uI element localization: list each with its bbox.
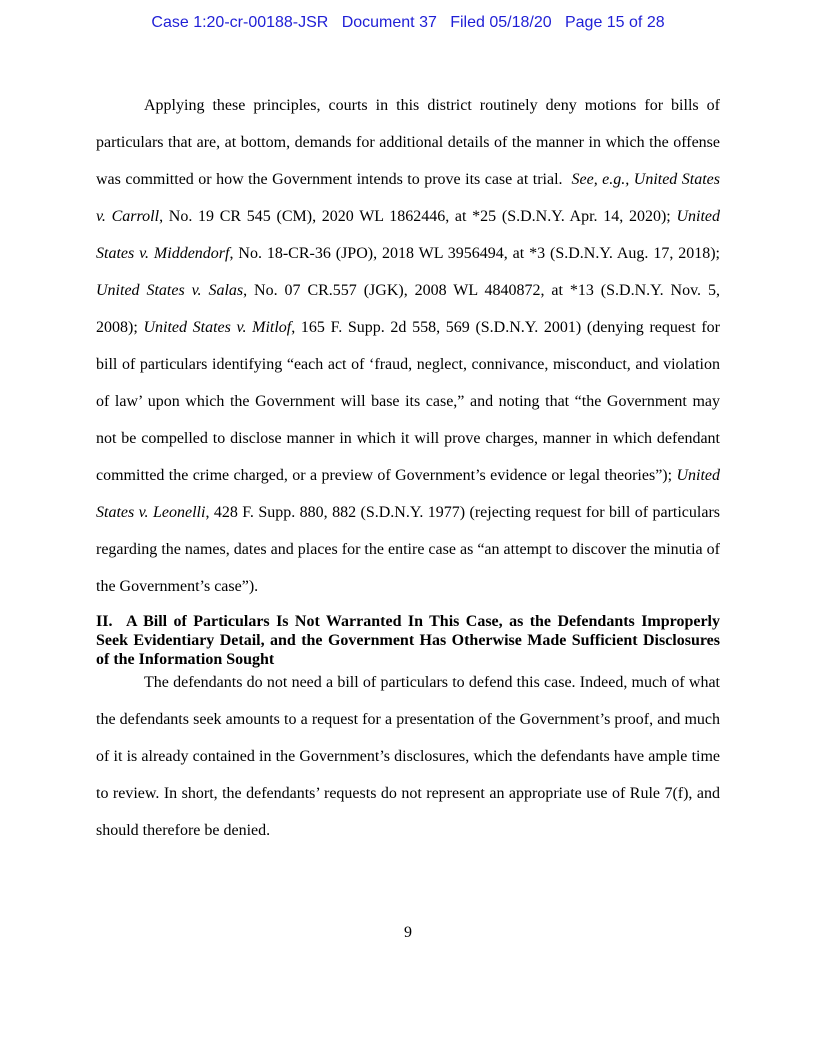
ecf-header [0, 14, 816, 32]
text-run: , 165 F. Supp. 2d 558, 569 (S.D.N.Y. 2001) (denying request for bill of particulars identifying “each act of ‘fraud, neglect, connivance, misconduct, and violation of law’ upon which the Government will base its case,” and noting that “the Government may not be compelled to disclose manner in which it will prove charges, manner in which defendant committed the crime charged, or a preview of Government’s evidence or legal theories”); [96, 319, 721, 484]
text-run: , No. 18-CR-36 (JPO), 2018 WL 3956494, at *3 (S.D.N.Y. Aug. 17, 2018); [229, 245, 720, 262]
text-run: , No. 19 CR 545 (CM), 2020 WL 1862446, at *25 (S.D.N.Y. Apr. 14, 2020); [159, 208, 671, 225]
case-name: United States v. Middendorf [96, 208, 721, 262]
text-run: , No. 07 CR.557 (JGK), 2008 WL 4840872, at *13 (S.D.N.Y. Nov. 5, 2008); [96, 282, 720, 336]
section-number: II. [96, 613, 113, 630]
case-name: United States v. Mitlof [143, 319, 292, 336]
paragraph-case-law [96, 87, 720, 605]
case-name: United States v. Leonelli [96, 467, 721, 521]
page-number: 9 [404, 924, 412, 941]
section-heading [96, 612, 720, 669]
paragraph-argument [96, 664, 720, 849]
case-number: Case 1:20-cr-00188-JSR [151, 14, 329, 31]
case-name: United States v. Salas [96, 282, 244, 299]
text-run: , 428 F. Supp. 880, 882 (S.D.N.Y. 1977) (rejecting request for bill of particulars regarding the names, dates and places for the entire case as “an attempt to discover the minutia of the Government’s case”). [96, 504, 721, 595]
citation-signal: See, e.g., United States v. Carroll [96, 171, 721, 225]
text-run: Applying these principles, courts in this district routinely deny motions for bills of particulars that are, at bottom, demands for additional details of the manner in which the offense was committed or how the Government intends to prove its case at trial. [96, 97, 720, 188]
page-count: Page 15 of 28 [564, 14, 665, 31]
filed-date: Filed 05/18/20 [450, 14, 552, 31]
document-number: Document 37 [341, 14, 437, 31]
text-run: The defendants do not need a bill of particulars to defend this case. Indeed, much of what the defendants seek amounts to a request for a presentation of the Government’s proof, and much of it is already contained in the Government’s disclosures, which the defendants have ample time to review. In short, the defendants’ requests do not represent an appropriate use of Rule 7(f), and should therefore be denied. [96, 674, 720, 839]
section-title: A Bill of Particulars Is Not Warranted In This Case, as the Defendants Improperly Seek Evidentiary Detail, and the Government Has Otherwise Made Sufficient Disclosures of the Information Sought [96, 613, 720, 668]
